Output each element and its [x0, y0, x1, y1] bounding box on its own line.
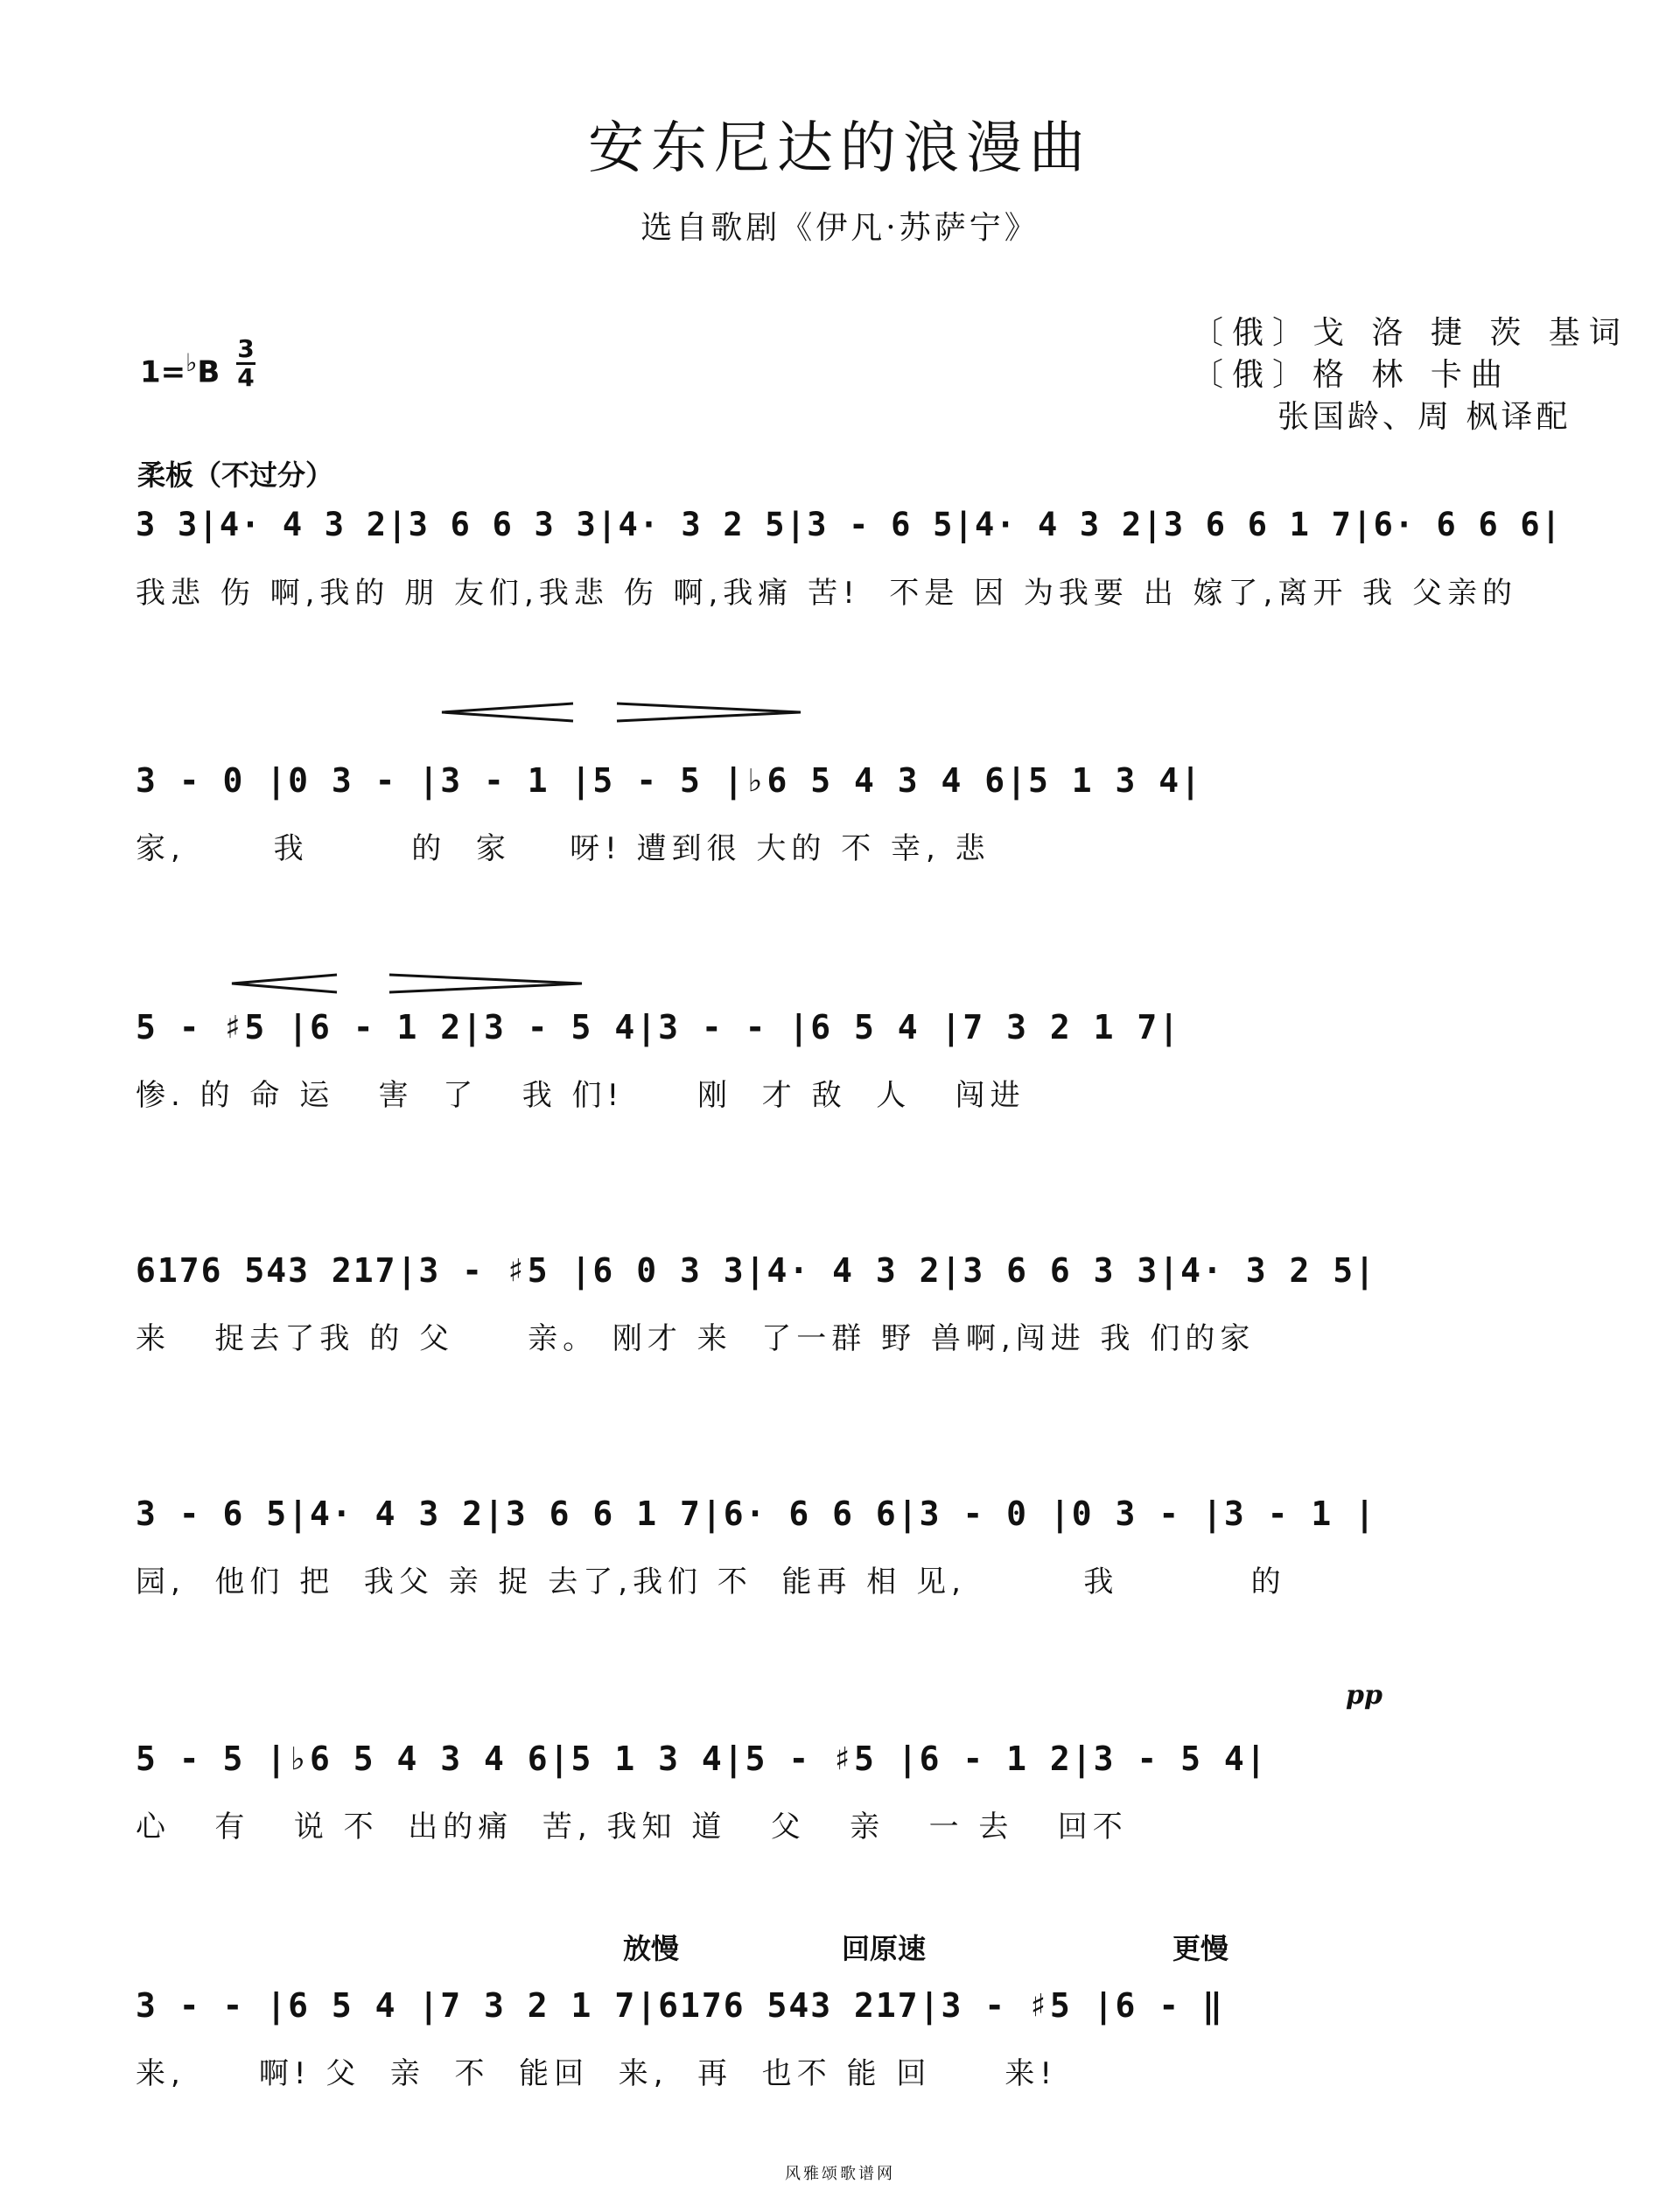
time-top: 3 [237, 334, 255, 363]
lyrics-line-1: 我悲 伤 啊,我的 朋 友们,我悲 伤 啊,我痛 苦! 不是 因 为我要 出 嫁了,离开 我 父亲的 [136, 576, 1517, 611]
flat-icon: ♭ [186, 348, 198, 377]
time-signature [236, 336, 256, 391]
song-title: 安东尼达的浪漫曲 [588, 116, 1092, 181]
score-line-2 [136, 761, 1562, 875]
composer-credit: 〔俄〕格 林 卡曲 [1192, 357, 1511, 393]
translator-credit: 张国龄、周 枫译配 [1278, 399, 1572, 435]
score-line-7 [136, 1986, 1562, 2100]
time-bottom: 4 [237, 363, 255, 392]
notes-line-6: 5 - 5 |♭6 5 4 3 4 6|5 1 3 4|5 - ♯5 |6 - 1 2|3 - 5 4| [136, 1740, 1268, 1778]
key-signature [140, 348, 220, 389]
score-line-3 [136, 1008, 1562, 1122]
score-line-5 [136, 1494, 1562, 1608]
lyrics-line-6: 心 有 说 不 出的痛 苦, 我知 道 父 亲 一 去 回不 [136, 1810, 1128, 1844]
key-note: B [197, 354, 220, 390]
tempo-change-a-tempo: 回原速 [842, 1932, 927, 1965]
tempo-change-even-slower: 更慢 [1172, 1932, 1229, 1965]
notes-line-4: 6176 543 217|3 - ♯5 |6 0 3 3|4· 4 3 2|3 6 6 3 3|4· 3 2 5| [136, 1251, 1377, 1290]
key-prefix: 1= [140, 354, 186, 390]
notes-line-5: 3 - 6 5|4· 4 3 2|3 6 6 1 7|6· 6 6 6|3 - 0 |0 3 - |3 - 1 | [136, 1494, 1377, 1533]
tempo-marking: 柔板（不过分） [137, 458, 334, 492]
lyrics-line-3: 惨. 的 命 运 害 了 我 们! 刚 才 敌 人 闯进 [136, 1078, 1026, 1113]
notes-line-3: 5 - ♯5 |6 - 1 2|3 - 5 4|3 - - |6 5 4 |7 3 2 1 7| [136, 1008, 1181, 1046]
notes-line-2: 3 - 0 |0 3 - |3 - 1 |5 - 5 |♭6 5 4 3 4 6|5 1 3 4| [136, 761, 1203, 800]
song-subtitle: 选自歌剧《伊凡·苏萨宁》 [640, 210, 1040, 246]
lyrics-line-7: 来, 啊! 父 亲 不 能回 来, 再 也不 能 回 来! [136, 2056, 1058, 2091]
tempo-change-slower: 放慢 [623, 1932, 680, 1965]
footer-watermark: 风雅颂歌谱网 [785, 2165, 895, 2183]
notes-line-1: 3 3|4· 4 3 2|3 6 6 3 3|4· 3 2 5|3 - 6 5|4· 4 3 2|3 6 6 1 7|6· 6 6 6| [136, 506, 1563, 543]
crescendo-decrescendo-icon [442, 700, 809, 726]
score-line-1 [136, 506, 1562, 620]
lyrics-line-4: 来 捉去了我 的 父 亲。 刚才 来 了一群 野 兽啊,闯进 我 们的家 [136, 1321, 1256, 1356]
crescendo-decrescendo-icon [232, 971, 599, 998]
score-line-4 [136, 1251, 1562, 1365]
lyricist-credit: 〔俄〕戈 洛 捷 茨 基词 [1192, 315, 1629, 351]
notes-line-7: 3 - - |6 5 4 |7 3 2 1 7|6176 543 217|3 - ♯5 |6 - ‖ [136, 1986, 1224, 2025]
lyrics-line-2: 家, 我 的 家 呀! 遭到很 大的 不 幸, 悲 [136, 831, 990, 866]
pianissimo-marking: pp [1346, 1680, 1382, 1711]
score-line-6 [136, 1740, 1562, 1853]
lyrics-line-5: 园, 他们 把 我父 亲 捉 去了,我们 不 能再 相 见, 我 的 [136, 1564, 1286, 1600]
